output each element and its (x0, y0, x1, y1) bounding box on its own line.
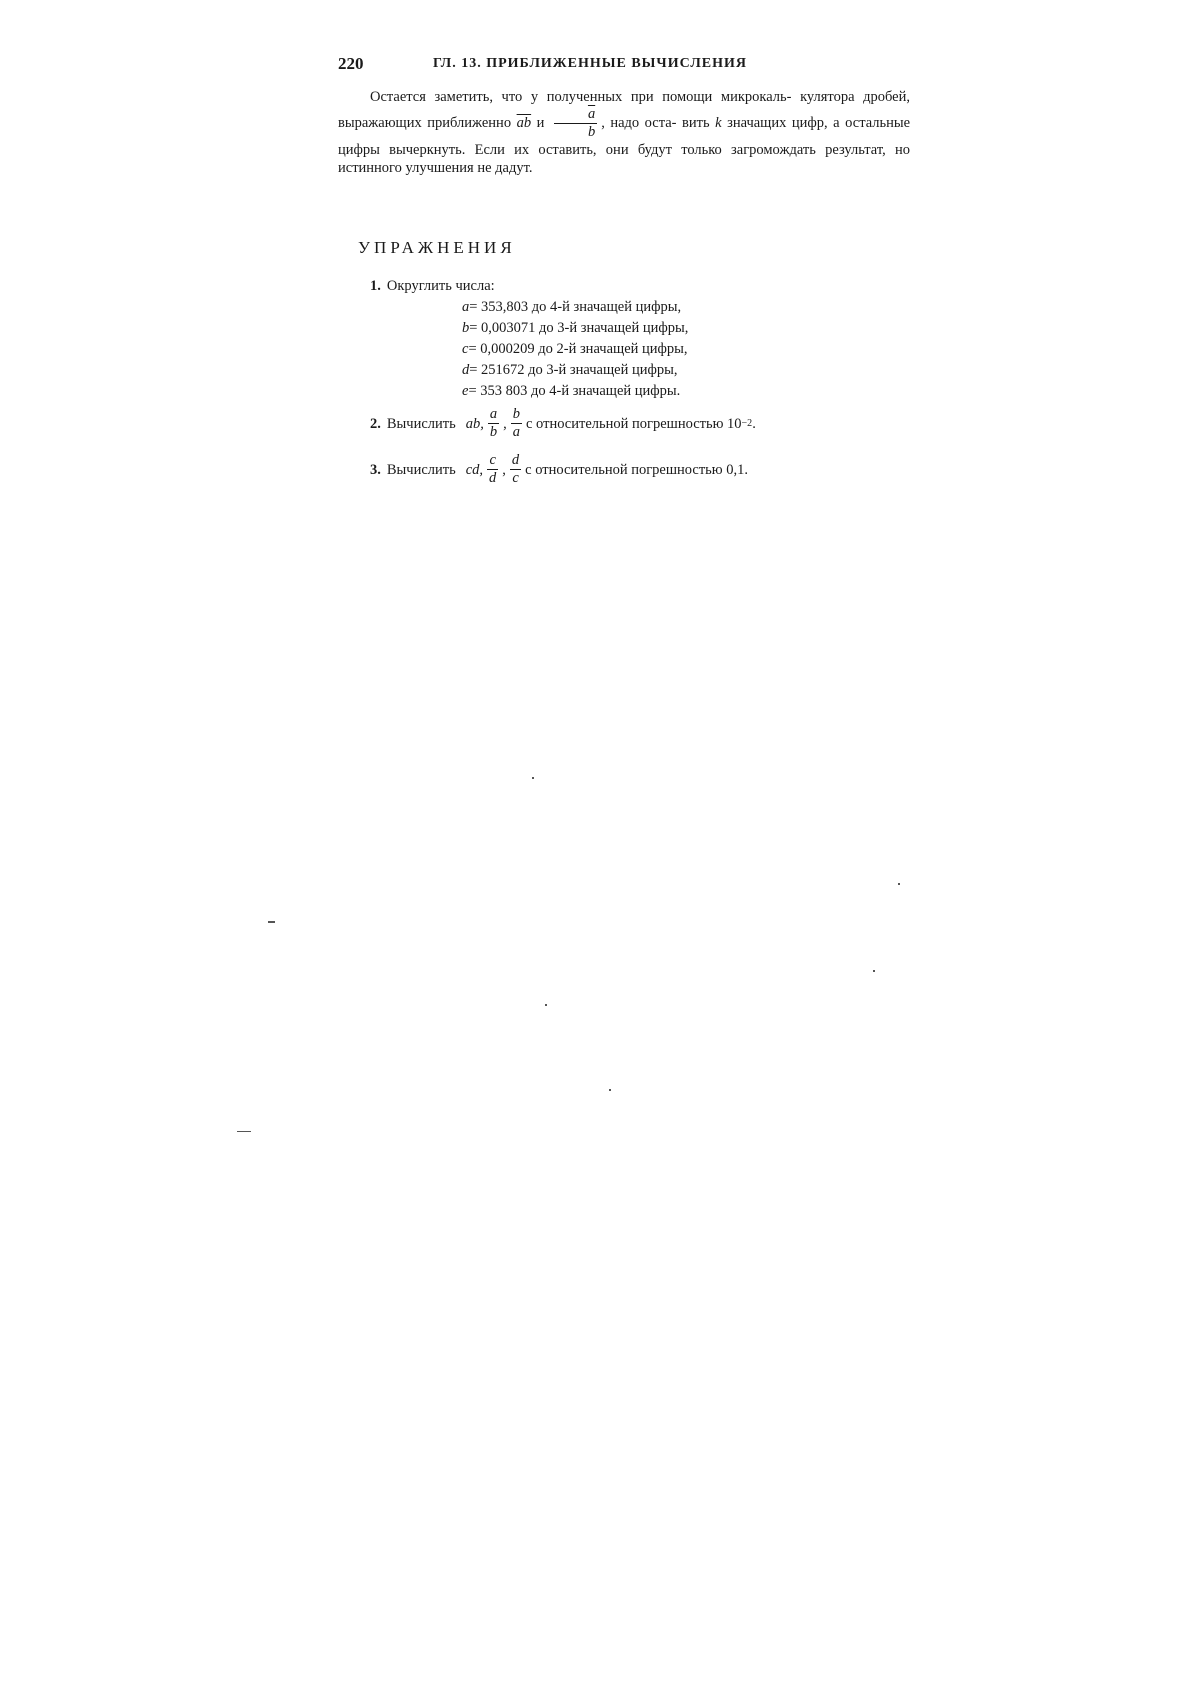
item-text: = 251672 до 3-й значащей цифры, (469, 362, 678, 378)
exercise-1 (370, 276, 495, 296)
item-text: = 0,003071 до 3-й значащей цифры, (469, 320, 689, 336)
scan-artifact (873, 970, 875, 972)
fraction-denominator: c (512, 470, 519, 486)
body-paragraph (338, 88, 910, 177)
list-item (462, 318, 688, 339)
item-variable: c (462, 341, 469, 357)
fraction-a-over-b (488, 406, 499, 441)
exercise-number: 2. (370, 415, 381, 432)
fraction-numerator: a (489, 406, 498, 422)
fraction-denominator: a (512, 424, 520, 440)
fraction-d-over-c (510, 452, 521, 487)
item-variable: d (462, 362, 470, 378)
section-title: УПРАЖНЕНИЯ (358, 238, 516, 257)
scan-artifact (268, 921, 275, 923)
item-variable: e (462, 383, 469, 399)
fraction-numerator: c (487, 452, 498, 470)
item-text: = 353,803 до 4-й значащей цифры, (469, 299, 682, 315)
scan-artifact (898, 883, 900, 885)
para-line-2b: , надо оста- (601, 114, 677, 131)
expression-ab: ab, (465, 415, 484, 432)
exponent: −2 (741, 417, 753, 429)
scan-artifact (545, 1004, 547, 1006)
scan-artifact (609, 1089, 611, 1091)
exercise-text: Округлить числа: (386, 278, 495, 294)
page-number: 220 (338, 54, 364, 73)
item-variable: a (462, 299, 470, 315)
running-title: ГЛ. 13. ПРИБЛИЖЕННЫЕ ВЫЧИСЛЕНИЯ (433, 56, 748, 71)
page-header (338, 54, 910, 78)
fraction-c-over-d (487, 452, 498, 487)
fraction-denominator: b (489, 424, 498, 440)
exercise-3: 3. Вычислить cd, $\frac{c}{d}$ , $\frac{d}{c}$ с относительной погрешностью 0,1. (370, 452, 748, 486)
exercise-verb: Вычислить (386, 415, 456, 432)
item-variable: b (462, 320, 470, 336)
fraction-b-over-a (511, 406, 522, 441)
para-line-2a: кулятора дробей, выражающих приближенно (338, 89, 911, 131)
list-item (462, 339, 688, 360)
fraction-numerator: $\overline{a}$ (554, 106, 597, 124)
scan-artifact (237, 1131, 251, 1132)
word-and: и (536, 114, 545, 131)
exercise-tail: с относительной погрешностью 10 (525, 415, 742, 432)
product-ab: $\overline{ab}$ (516, 114, 532, 131)
item-text: = 0,000209 до 2-й значащей цифры, (468, 341, 688, 357)
fraction-numerator: b (512, 406, 520, 422)
exercise-2: 2. Вычислить ab, $\frac{a}{b}$ , $\frac{b}{a}$ с относительной погрешностью 10 −2 . (370, 406, 756, 440)
exercise-tail: с относительной погрешностью 0,1. (525, 461, 748, 478)
exercise-number: 1. (370, 278, 381, 294)
list-item (462, 297, 688, 318)
para-line-1: Остается заметить, что у полученных при помощи микрокаль- (370, 89, 792, 105)
fraction-numerator: d (511, 452, 520, 468)
para-line-3b: значащих цифр, а остальные цифры вычеркнуть. Если их оставить, они будут только загромождать результат, но истинного улучшения не дадут. (338, 114, 911, 176)
fraction-a-over-b (554, 106, 597, 141)
exercise-end: . (752, 415, 756, 432)
variable-k: k (715, 114, 722, 131)
list-item (462, 360, 688, 381)
scan-artifact (532, 777, 534, 779)
fraction-denominator: d (489, 470, 497, 486)
exercise-number: 3. (370, 461, 381, 478)
exercise-verb: Вычислить (386, 461, 456, 478)
fraction-denominator: b (587, 124, 596, 140)
exercise-1-items (462, 297, 688, 402)
para-line-3a: вить (682, 114, 710, 131)
list-item (462, 381, 688, 402)
expression-cd: cd, (465, 461, 484, 478)
item-text: = 353 803 до 4-й значащей цифры. (468, 383, 681, 399)
